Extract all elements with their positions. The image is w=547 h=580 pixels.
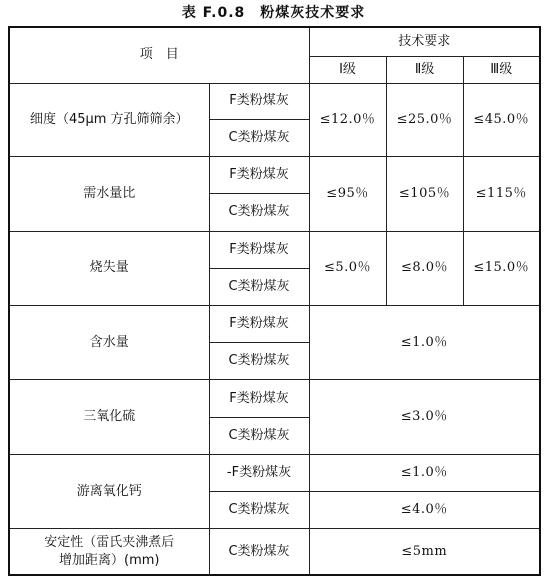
row-label-soundness: 安定性（雷氏夹沸煮后 增加距离）(mm) [9,529,209,575]
header-grade-3: Ⅲ级 [463,56,540,83]
sub-type-f-dash: -F类粉煤灰 [209,454,309,491]
sub-type-c: C类粉煤灰 [209,343,309,380]
moisture-value: ≤1.0％ [309,306,540,380]
sub-type-c: C类粉煤灰 [209,492,309,529]
row-label-loss-on-ignition: 烧失量 [9,231,209,305]
loss-on-ignition-grade-2: ≤8.0％ [386,231,463,305]
fly-ash-requirements-table [8,26,541,576]
loss-on-ignition-grade-1: ≤5.0％ [309,231,386,305]
header-requirements: 技术要求 [309,27,540,56]
sub-type-c: C类粉煤灰 [209,268,309,305]
soundness-value: ≤5mm [309,529,540,575]
sub-type-f: F类粉煤灰 [209,83,309,119]
free-cao-f-value: ≤1.0％ [309,454,540,491]
sub-type-f: F类粉煤灰 [209,380,309,417]
sub-type-f: F类粉煤灰 [209,306,309,343]
sub-type-c: C类粉煤灰 [209,194,309,231]
free-cao-c-value: ≤4.0％ [309,492,540,529]
row-label-so3: 三氧化硫 [9,380,209,454]
header-grade-2: Ⅱ级 [386,56,463,83]
loss-on-ignition-grade-3: ≤15.0％ [463,231,540,305]
row-label-free-cao: 游离氧化钙 [9,454,209,528]
water-demand-grade-3: ≤115％ [463,157,540,231]
water-demand-grade-1: ≤95％ [309,157,386,231]
row-label-moisture: 含水量 [9,306,209,380]
sub-type-f: F类粉煤灰 [209,157,309,194]
row-label-fineness: 细度（45μm 方孔筛筛余） [9,83,209,156]
fineness-grade-3: ≤45.0％ [463,83,540,156]
sub-type-c: C类粉煤灰 [209,119,309,156]
row-label-water-demand: 需水量比 [9,157,209,231]
sub-type-f: F类粉煤灰 [209,231,309,268]
header-item: 项 目 [9,27,309,83]
water-demand-grade-2: ≤105％ [386,157,463,231]
so3-value: ≤3.0％ [309,380,540,454]
fineness-grade-2: ≤25.0％ [386,83,463,156]
table-title: 表 F.0.8 粉煤灰技术要求 [181,5,366,21]
sub-type-c: C类粉煤灰 [209,529,309,575]
header-grade-1: Ⅰ级 [309,56,386,83]
fineness-grade-1: ≤12.0％ [309,83,386,156]
sub-type-c: C类粉煤灰 [209,417,309,454]
